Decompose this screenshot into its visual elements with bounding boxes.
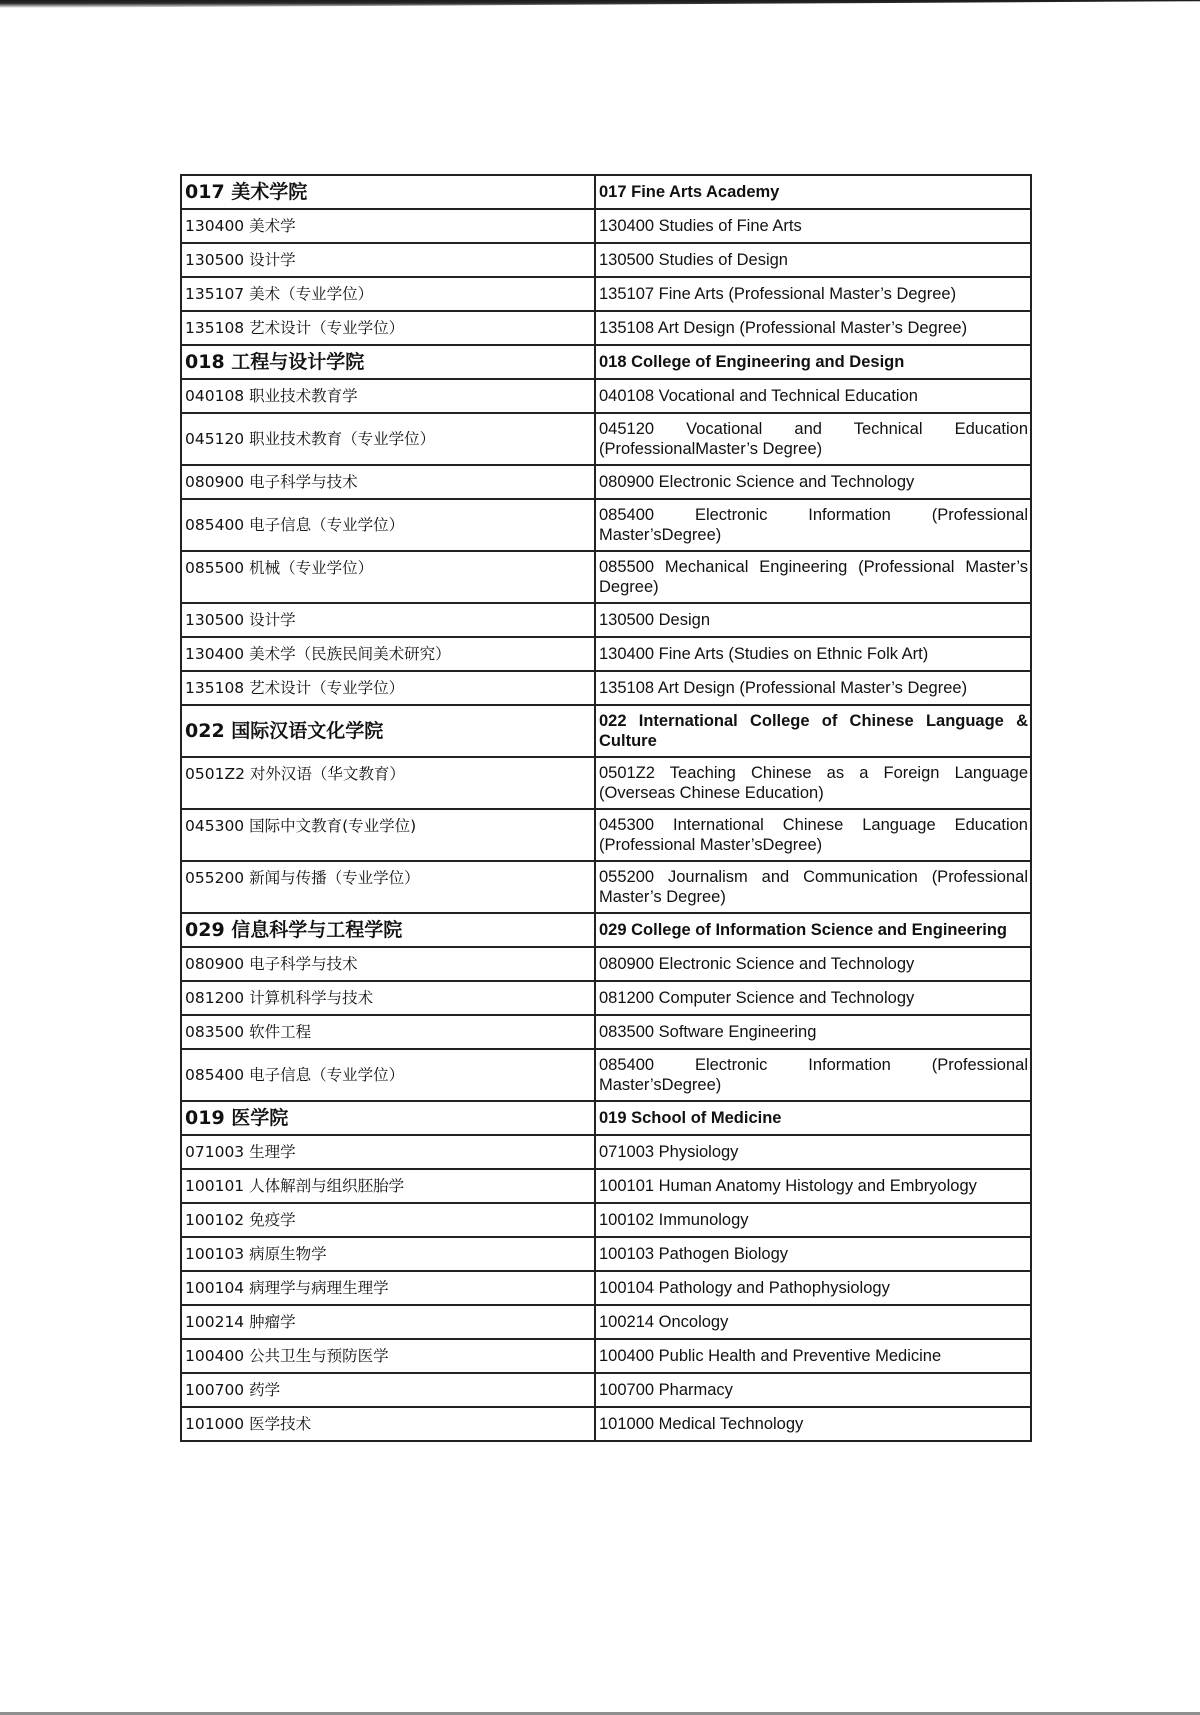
program-row	[181, 1015, 1031, 1049]
program-name-zh: 135108 艺术设计（专业学位）	[181, 671, 595, 705]
program-name-en: 100700 Pharmacy	[595, 1373, 1031, 1407]
program-name-en: 130500 Studies of Design	[595, 243, 1031, 277]
programs-table-body	[181, 175, 1031, 1441]
program-name-zh: 101000 医学技术	[181, 1407, 595, 1441]
college-name-en: 018 College of Engineering and Design	[595, 345, 1031, 379]
program-row	[181, 499, 1031, 551]
program-row	[181, 413, 1031, 465]
college-name-zh: 019 医学院	[181, 1101, 595, 1135]
program-row	[181, 671, 1031, 705]
program-name-zh: 055200 新闻与传播（专业学位）	[181, 861, 595, 913]
program-name-en: 071003 Physiology	[595, 1135, 1031, 1169]
college-name-en: 017 Fine Arts Academy	[595, 175, 1031, 209]
program-name-zh: 085500 机械（专业学位）	[181, 551, 595, 603]
program-name-zh: 045120 职业技术教育（专业学位）	[181, 413, 595, 465]
program-row	[181, 277, 1031, 311]
program-row	[181, 243, 1031, 277]
program-row	[181, 551, 1031, 603]
program-name-en: 080900 Electronic Science and Technology	[595, 947, 1031, 981]
program-name-zh: 100400 公共卫生与预防医学	[181, 1339, 595, 1373]
program-row	[181, 209, 1031, 243]
college-header-row	[181, 913, 1031, 947]
college-name-zh: 018 工程与设计学院	[181, 345, 595, 379]
program-row	[181, 981, 1031, 1015]
program-name-en: 085400 Electronic Information (Professional Master’sDegree)	[595, 499, 1031, 551]
college-header-row	[181, 705, 1031, 757]
program-row	[181, 1407, 1031, 1441]
program-name-en: 080900 Electronic Science and Technology	[595, 465, 1031, 499]
program-name-en: 045120 Vocational and Technical Education (ProfessionalMaster’s Degree)	[595, 413, 1031, 465]
program-row	[181, 1049, 1031, 1101]
program-name-en: 130500 Design	[595, 603, 1031, 637]
program-row	[181, 1373, 1031, 1407]
program-row	[181, 465, 1031, 499]
program-name-en: 085400 Electronic Information (Professional Master’sDegree)	[595, 1049, 1031, 1101]
program-name-zh: 130400 美术学（民族民间美术研究）	[181, 637, 595, 671]
program-name-zh: 100214 肿瘤学	[181, 1305, 595, 1339]
college-name-zh: 022 国际汉语文化学院	[181, 705, 595, 757]
program-row	[181, 1271, 1031, 1305]
program-row	[181, 1237, 1031, 1271]
program-row	[181, 1339, 1031, 1373]
program-name-en: 135108 Art Design (Professional Master’s Degree)	[595, 671, 1031, 705]
college-name-zh: 017 美术学院	[181, 175, 595, 209]
program-name-en: 130400 Fine Arts (Studies on Ethnic Folk Art)	[595, 637, 1031, 671]
program-name-zh: 081200 计算机科学与技术	[181, 981, 595, 1015]
program-row	[181, 757, 1031, 809]
program-name-en: 100104 Pathology and Pathophysiology	[595, 1271, 1031, 1305]
program-name-en: 0501Z2 Teaching Chinese as a Foreign Language (Overseas Chinese Education)	[595, 757, 1031, 809]
program-row	[181, 603, 1031, 637]
college-name-en: 019 School of Medicine	[595, 1101, 1031, 1135]
program-name-en: 100102 Immunology	[595, 1203, 1031, 1237]
program-row	[181, 637, 1031, 671]
program-row	[181, 311, 1031, 345]
program-name-zh: 130500 设计学	[181, 243, 595, 277]
program-name-zh: 083500 软件工程	[181, 1015, 595, 1049]
program-row	[181, 1203, 1031, 1237]
program-row	[181, 809, 1031, 861]
program-name-en: 130400 Studies of Fine Arts	[595, 209, 1031, 243]
program-name-en: 045300 International Chinese Language Education (Professional Master’sDegree)	[595, 809, 1031, 861]
program-name-en: 100103 Pathogen Biology	[595, 1237, 1031, 1271]
program-name-en: 083500 Software Engineering	[595, 1015, 1031, 1049]
program-name-zh: 045300 国际中文教育(专业学位)	[181, 809, 595, 861]
program-row	[181, 1169, 1031, 1203]
program-name-zh: 130500 设计学	[181, 603, 595, 637]
college-header-row	[181, 345, 1031, 379]
program-name-zh: 100700 药学	[181, 1373, 595, 1407]
college-name-en: 022 International College of Chinese Language & Culture	[595, 705, 1031, 757]
program-row	[181, 1305, 1031, 1339]
program-name-zh: 085400 电子信息（专业学位）	[181, 1049, 595, 1101]
college-header-row	[181, 175, 1031, 209]
college-name-zh: 029 信息科学与工程学院	[181, 913, 595, 947]
programs-table	[180, 174, 1032, 1442]
program-name-zh: 100103 病原生物学	[181, 1237, 595, 1271]
program-name-en: 135108 Art Design (Professional Master’s Degree)	[595, 311, 1031, 345]
program-name-zh: 100104 病理学与病理生理学	[181, 1271, 595, 1305]
college-header-row	[181, 1101, 1031, 1135]
program-row	[181, 1135, 1031, 1169]
program-name-en: 100400 Public Health and Preventive Medicine	[595, 1339, 1031, 1373]
program-row	[181, 861, 1031, 913]
program-name-en: 085500 Mechanical Engineering (Professional Master’s Degree)	[595, 551, 1031, 603]
program-name-zh: 135108 艺术设计（专业学位）	[181, 311, 595, 345]
program-name-en: 040108 Vocational and Technical Education	[595, 379, 1031, 413]
program-name-zh: 135107 美术（专业学位）	[181, 277, 595, 311]
program-name-en: 055200 Journalism and Communication (Professional Master’s Degree)	[595, 861, 1031, 913]
program-name-zh: 071003 生理学	[181, 1135, 595, 1169]
program-name-zh: 080900 电子科学与技术	[181, 465, 595, 499]
program-name-zh: 080900 电子科学与技术	[181, 947, 595, 981]
program-name-zh: 040108 职业技术教育学	[181, 379, 595, 413]
program-name-en: 101000 Medical Technology	[595, 1407, 1031, 1441]
scan-edge-top	[0, 0, 1200, 8]
program-name-zh: 100102 免疫学	[181, 1203, 595, 1237]
college-name-en: 029 College of Information Science and Engineering	[595, 913, 1031, 947]
program-name-en: 081200 Computer Science and Technology	[595, 981, 1031, 1015]
program-name-zh: 085400 电子信息（专业学位）	[181, 499, 595, 551]
program-name-en: 100214 Oncology	[595, 1305, 1031, 1339]
program-name-zh: 130400 美术学	[181, 209, 595, 243]
program-name-zh: 100101 人体解剖与组织胚胎学	[181, 1169, 595, 1203]
program-row	[181, 379, 1031, 413]
program-name-en: 100101 Human Anatomy Histology and Embryology	[595, 1169, 1031, 1203]
program-name-zh: 0501Z2 对外汉语（华文教育）	[181, 757, 595, 809]
program-row	[181, 947, 1031, 981]
program-name-en: 135107 Fine Arts (Professional Master’s Degree)	[595, 277, 1031, 311]
